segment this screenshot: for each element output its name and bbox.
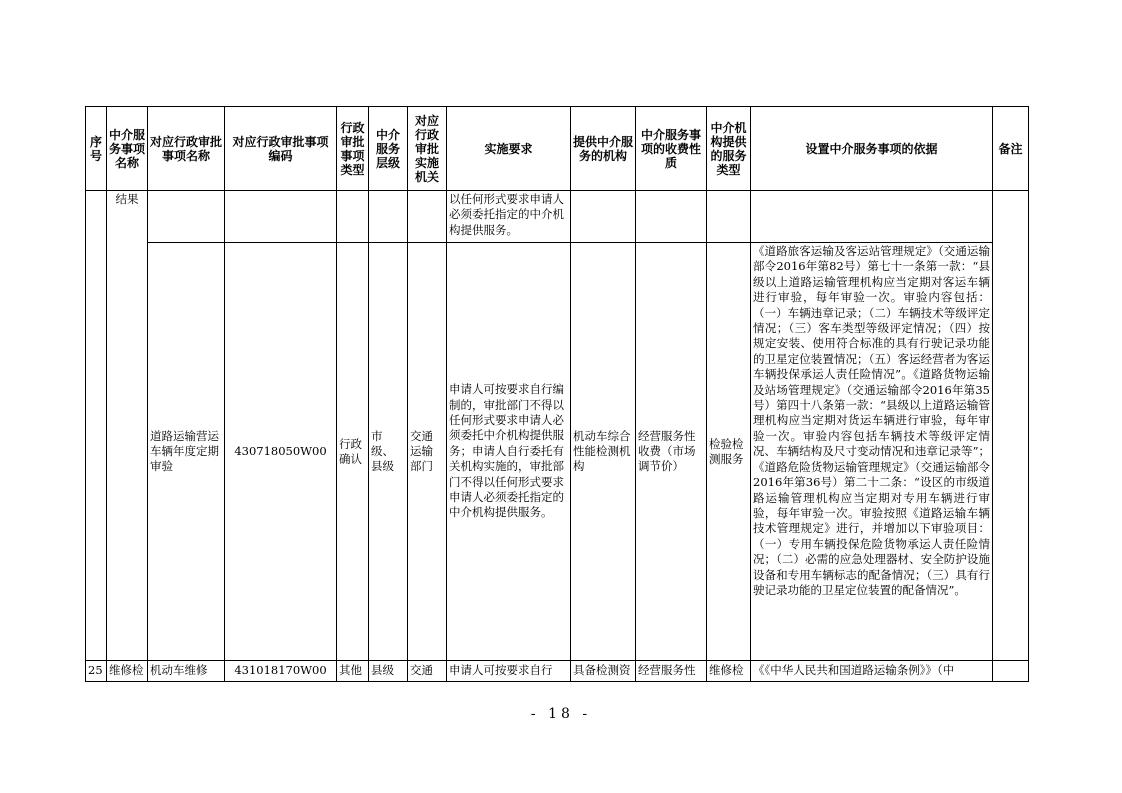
- cell-requirement: 申请人可按要求自行编制的，审批部门不得以任何形式要求申请人必须委托中介机构提供服务；申请人自行委托有关机构实施的，审批部门不得以任何形式要求申请人必须委托指定的中介机构提供服务。: [447, 243, 571, 661]
- cell-fee-nature: 经营服务性: [636, 661, 707, 682]
- header-approval-code: 对应行政审批事项编码: [225, 107, 337, 191]
- cell-approval-code: 431018170W00: [225, 661, 337, 682]
- cell-approval-type: [337, 191, 369, 243]
- header-requirement: 实施要求: [447, 107, 571, 191]
- table-row: [86, 243, 1029, 661]
- header-remark: 备注: [993, 107, 1029, 191]
- cell-provider-type: 检验检测服务: [707, 243, 751, 661]
- cell-basis: 《道路旅客运输及客运站管理规定》（交通运输部令2016年第82号）第七十一条第一款：“县级以上道路运输管理机构应当定期对客运车辆进行审验，每年审验一次。审验内容包括：（一）车辆违章记录；（二）车辆技术等级评定情况；（三）客车类型等级评定情况；（四）按规定安装、使用符合标准的具有行驶记录功能的卫星定位装置情况；（五）客运经营者为客运车辆投保承运人责任险情况”。《道路货物运输及站场管理规定》（交通运输部令2016年第35号）第四十八条第一款：“县级以上道路运输管理机构应当定期对货运车辆进行审验，每年审验一次。审验内容包括车辆技术等级评定情况、车辆结构及尺寸变动情况和违章记录等”；《道路危险货物运输管理规定》（交通运输部令2016年第36号）第二十二条：“设区的市级道路运输管理机构应当定期对专用车辆进行审验，每年审验一次。审验按照《道路运输车辆技术管理规定》进行，并增加以下审验项目：（一）专用车辆投保危险货物承运人责任险情况；（二）必需的应急处理器材、安全防护设施设备和专用车辆标志的配备情况；（三）具有行驶记录功能的卫星定位装置的配备情况”。: [751, 243, 993, 661]
- cell-provider: 具备检测资: [571, 661, 636, 682]
- cell-approval-name: [148, 191, 225, 243]
- header-seq: 序号: [86, 107, 107, 191]
- cell-provider: [571, 191, 636, 243]
- cell-service-level: 市级、县级: [369, 243, 408, 661]
- header-basis: 设置中介服务事项的依据: [751, 107, 993, 191]
- header-service-level: 中介服务层级: [369, 107, 408, 191]
- header-provider: 提供中介服务的机构: [571, 107, 636, 191]
- cell-service-name: 维修检: [107, 661, 148, 682]
- header-approval-agency: 对应行政审批实施机关: [408, 107, 447, 191]
- cell-seq: 25: [86, 661, 107, 682]
- cell-provider-type: 维修检: [707, 661, 751, 682]
- header-provider-type: 中介机构提供的服务类型: [707, 107, 751, 191]
- cell-fee-nature: 经营服务性收费（市场调节价）: [636, 243, 707, 661]
- table-header-row: [86, 107, 1029, 191]
- intermediary-service-table: [85, 106, 1029, 682]
- cell-approval-agency: 交通运输部门: [408, 243, 447, 661]
- cell-approval-type: 行政确认: [337, 243, 369, 661]
- cell-approval-type: 其他: [337, 661, 369, 682]
- cell-provider: 机动车综合性能检测机构: [571, 243, 636, 661]
- cell-remark: [993, 661, 1029, 682]
- table-row: [86, 191, 1029, 243]
- cell-approval-agency: [408, 191, 447, 243]
- cell-requirement: 申请人可按要求自行: [447, 661, 571, 682]
- header-approval-name: 对应行政审批事项名称: [148, 107, 225, 191]
- header-fee-nature: 中介服务事项的收费性质: [636, 107, 707, 191]
- cell-provider-type: [707, 191, 751, 243]
- cell-remark: [993, 191, 1029, 661]
- cell-approval-name: 道路运输营运车辆年度定期审验: [148, 243, 225, 661]
- cell-basis: 《《中华人民共和国道路运输条例》》（中: [751, 661, 993, 682]
- cell-service-name: 结果: [107, 191, 148, 661]
- header-approval-type: 行政审批事项类型: [337, 107, 369, 191]
- header-service-name: 中介服务事项名称: [107, 107, 148, 191]
- page-number: - 18 -: [530, 706, 592, 722]
- table-row: [86, 661, 1029, 682]
- cell-approval-code: 430718050W00: [225, 243, 337, 661]
- cell-requirement: 以任何形式要求申请人必须委托指定的中介机构提供服务。: [447, 191, 571, 243]
- cell-basis: [751, 191, 993, 243]
- cell-seq: [86, 191, 107, 661]
- cell-fee-nature: [636, 191, 707, 243]
- cell-approval-agency: 交通: [408, 661, 447, 682]
- cell-service-level: [369, 191, 408, 243]
- cell-approval-name: 机动车维修: [148, 661, 225, 682]
- cell-service-level: 县级: [369, 661, 408, 682]
- cell-approval-code: [225, 191, 337, 243]
